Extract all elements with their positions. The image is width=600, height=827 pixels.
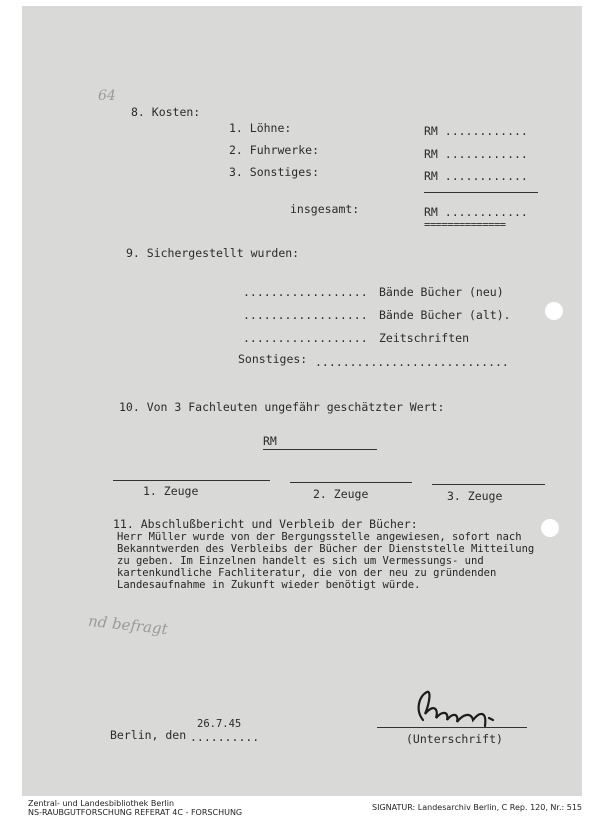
pencil-note: nd befragt (87, 611, 169, 639)
report-date: 26.7.45 (197, 718, 242, 730)
section8-heading: 8. Kosten: (131, 105, 201, 119)
pencil-mark-64: 64 (98, 88, 116, 104)
secured-old-label: Bände Bücher (alt). (379, 308, 511, 322)
handwritten-signature (403, 690, 513, 730)
footer-library: Zentral- und Landesbibliothek Berlin (28, 799, 175, 808)
witness3-rule (432, 484, 545, 485)
total-double-rule: ============== (424, 219, 506, 231)
secured-journals-dots: .................. (243, 331, 368, 345)
witness3-label: 3. Zeuge (447, 489, 503, 503)
cost-item-other-amount: RM ............ (424, 169, 528, 183)
secured-new-dots: .................. (243, 285, 368, 299)
footer-signature-ref: SIGNATUR: Landesarchiv Berlin, C Rep. 120, Nr.: 515 (372, 803, 583, 812)
secured-other-dots: ............................ (315, 355, 509, 369)
estimated-value-rule (263, 449, 377, 450)
punch-hole-upper (545, 302, 563, 320)
witness2-label: 2. Zeuge (313, 487, 369, 501)
witness2-rule (290, 482, 412, 483)
sum-rule (424, 192, 538, 193)
date-dots: .......... (190, 730, 260, 744)
section11-heading: 11. Abschlußbericht und Verbleib der Bücher: (113, 517, 418, 531)
secured-journals-label: Zeitschriften (379, 331, 470, 345)
cost-item-carts: 2. Fuhrwerke: (229, 143, 320, 157)
signature-rule (377, 727, 527, 728)
signature-label: (Unterschrift) (406, 732, 503, 746)
cost-item-carts-amount: RM ............ (424, 147, 528, 161)
witness1-label: 1. Zeuge (143, 484, 199, 498)
place-label: Berlin, den (110, 728, 187, 742)
total-label: insgesamt: (290, 202, 360, 216)
estimated-value-rm: RM (263, 434, 277, 448)
section10-heading: 10. Von 3 Fachleuten ungefähr geschätzter Wert: (119, 400, 445, 414)
cost-item-wages: 1. Löhne: (229, 121, 292, 135)
footer-department: NS-RAUBGUTFORSCHUNG REFERAT 4C - FORSCHUNG (28, 808, 243, 817)
secured-old-dots: .................. (243, 308, 368, 322)
section9-heading: 9. Sichergestellt wurden: (126, 246, 300, 260)
final-report-text: Herr Müller wurde von der Bergungsstelle angewiesen, sofort nach Bekanntwerden des Verbleibs der Bücher der Dienststelle Mitteilung zu geben. Im Einzelnen handelt es sich um Vermessungs- und kartenkundliche Fachliteratur, die von der neu zu gründenden Landesaufnahme in Zukunft wieder benötigt würde. (117, 531, 535, 591)
witness1-rule (113, 480, 270, 481)
secured-new-label: Bände Bücher (neu) (379, 285, 504, 299)
secured-other-label: Sonstiges: (238, 352, 308, 366)
total-amount: RM ............ (424, 205, 528, 219)
cost-item-other: 3. Sonstiges: (229, 165, 320, 179)
cost-item-wages-amount: RM ............ (424, 124, 528, 138)
